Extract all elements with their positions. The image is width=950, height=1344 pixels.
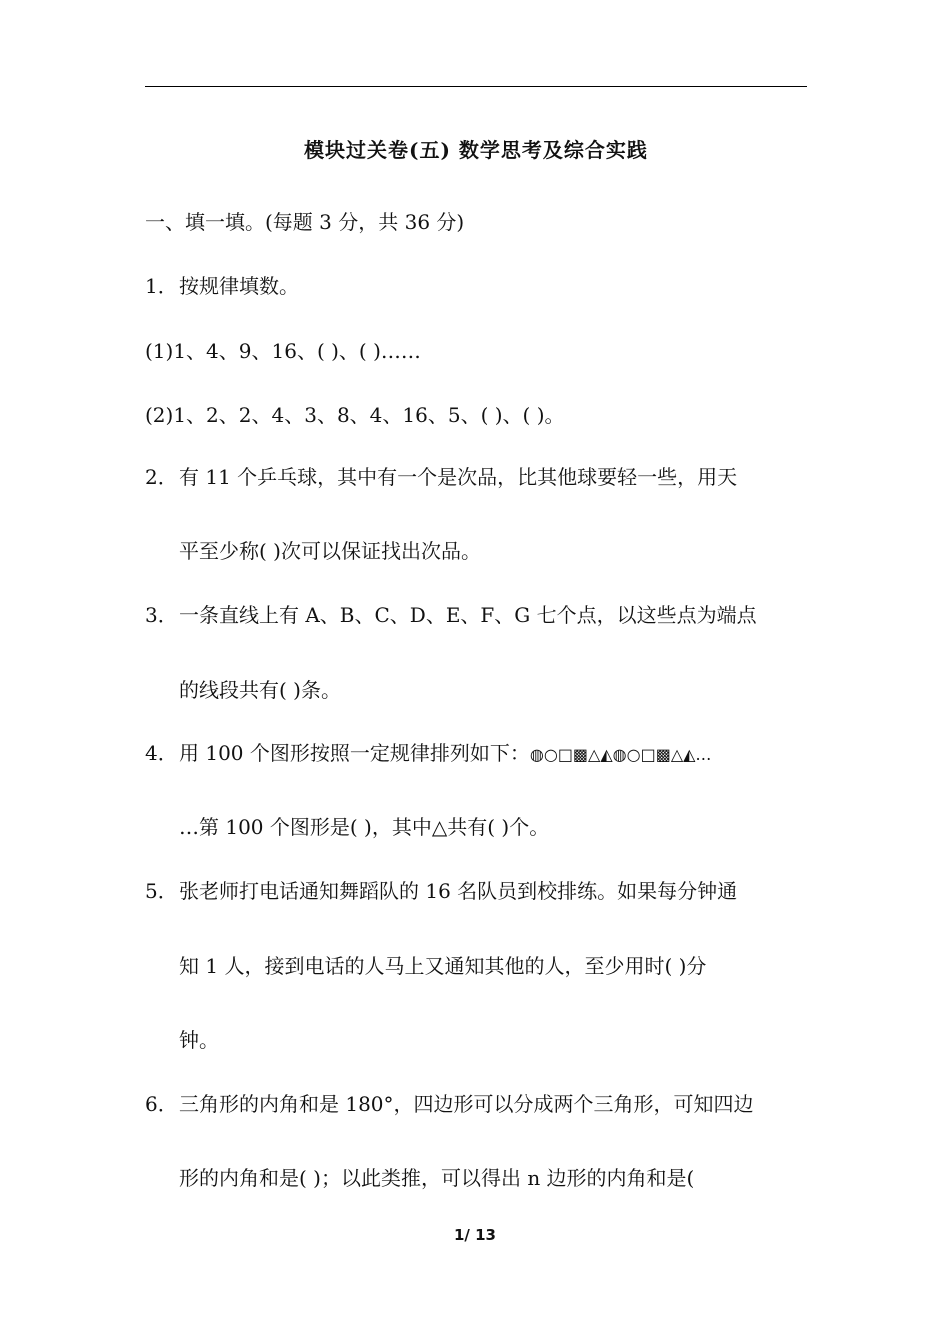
question-6 [145,1090,754,1118]
question-5-continued-2: 钟。 [179,1028,219,1052]
question-3-continued: 的线段共有( )条。 [179,678,341,702]
question-text: 用 100 个图形按照一定规律排列如下： [179,741,530,765]
question-5 [145,877,737,905]
page-number: 1/ 13 [453,1226,496,1244]
question-4 [145,739,711,769]
shape-sequence: ◍○□▩△◭◍○□▩△◭… [529,745,712,764]
question-1-sub-1: (1)1、4、9、16、( )、( )…… [145,339,421,363]
question-text: 三角形的内角和是 180°，四边形可以分成两个三角形，可知四边 [179,1092,754,1116]
question-number: 1． [145,274,178,298]
question-number: 3． [145,603,178,627]
question-2 [145,463,737,491]
question-text: 张老师打电话通知舞蹈队的 16 名队员到校排练。如果每分钟通 [179,879,738,903]
question-2-continued: 平至少称( )次可以保证找出次品。 [179,539,481,563]
question-number: 4． [145,741,178,765]
question-1-sub-2: (2)1、2、2、4、3、8、4、16、5、( )、( )。 [145,403,565,427]
page-title: 模块过关卷(五) 数学思考及综合实践 [304,138,648,162]
question-text: 一条直线上有 A、B、C、D、E、F、G 七个点，以这些点为端点 [179,603,757,627]
question-number: 2． [145,465,178,489]
section-heading: 一、填一填。(每题 3 分，共 36 分) [145,210,465,234]
question-text: 有 11 个乒乓球，其中有一个是次品，比其他球要轻一些，用天 [179,465,738,489]
question-1 [145,272,299,300]
question-3 [145,601,757,629]
question-6-continued: 形的内角和是( )；以此类推，可以得出 n 边形的内角和是( [179,1166,695,1190]
question-5-continued: 知 1 人，接到电话的人马上又通知其他的人，至少用时( )分 [179,954,707,978]
header-rule [145,86,807,87]
question-number: 5． [145,879,178,903]
question-number: 6． [145,1092,178,1116]
question-text: 按规律填数。 [179,274,299,298]
question-4-continued: …第 100 个图形是( )，其中△共有( )个。 [179,815,550,839]
